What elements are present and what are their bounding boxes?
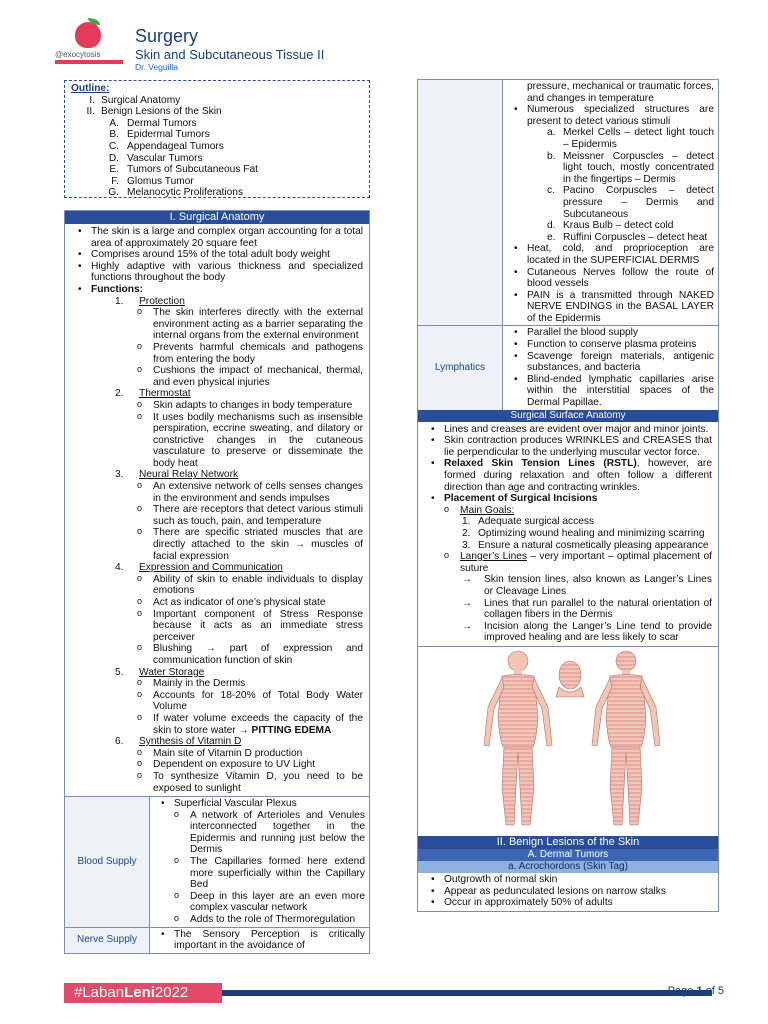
row-label-empty bbox=[418, 80, 502, 325]
list-item: o An extensive network of cells senses changes in the environment and sends impulses bbox=[137, 481, 363, 504]
outline-item-number: B. bbox=[109, 129, 119, 141]
outline-item-text: Benign Lesions of the Skin bbox=[101, 106, 222, 118]
receptor-item bbox=[527, 185, 714, 220]
outline-item-text: Epidermal Tumors bbox=[127, 129, 210, 141]
section-band: Surgical Surface Anatomy bbox=[418, 410, 718, 422]
outline-item-text: Vascular Tumors bbox=[127, 152, 203, 164]
receptor-letter: a. bbox=[547, 127, 556, 139]
function-number: 5. bbox=[115, 666, 124, 678]
list-item: • Outgrowth of normal skin bbox=[422, 874, 712, 886]
goal-item bbox=[442, 516, 712, 528]
lymphatics-row bbox=[418, 325, 718, 409]
back-body-figure bbox=[592, 651, 660, 825]
outline-item-number: F. bbox=[111, 175, 119, 187]
page-total: of 5 bbox=[702, 985, 724, 997]
row-content bbox=[149, 797, 369, 927]
subsubsection-band: a. Acrochordons (Skin Tag) bbox=[418, 861, 718, 873]
outline-list bbox=[71, 95, 363, 199]
receptor-letter: b. bbox=[547, 150, 556, 162]
outline-item-number: C. bbox=[108, 140, 119, 152]
list-item: o Important component of Stress Response because it acts as an immediate stress perceiver bbox=[137, 609, 363, 644]
list-item: o There are receptors that detect various stimuli such as touch, pain, and temperature bbox=[137, 504, 363, 527]
function-title: Expression and Communication bbox=[139, 562, 283, 574]
goals-list bbox=[442, 516, 712, 551]
section-band: II. Benign Lesions of the Skin bbox=[418, 836, 718, 849]
function-sublist bbox=[137, 481, 363, 562]
outline-box bbox=[64, 80, 370, 198]
goal-number: 3. bbox=[462, 539, 471, 551]
list-item: o Deep in this layer are an even more complex vascular network bbox=[174, 891, 365, 914]
function-item bbox=[91, 667, 363, 737]
goal-text: Optimizing wound healing and minimizing scarring bbox=[478, 527, 705, 539]
logo-bar bbox=[55, 60, 123, 64]
list-item: • Lines and creases are evident over major and minor joints. bbox=[422, 424, 712, 436]
outline-item-number: A. bbox=[109, 117, 119, 129]
receptor-letter: c. bbox=[547, 185, 555, 197]
hashtag-part: #Laban bbox=[74, 984, 125, 1001]
list-item: • Blind-ended lymphatic capillaries arise within the interstitial spaces of the Dermal Papillae. bbox=[505, 374, 714, 409]
list-item: • Comprises around 15% of the total adult body weight bbox=[69, 249, 363, 261]
row-content bbox=[502, 80, 718, 325]
receptor-letter: e. bbox=[547, 231, 556, 243]
function-title: Neural Relay Network bbox=[139, 469, 239, 481]
list-item: • Occur in approximately 50% of adults bbox=[422, 897, 712, 909]
outline-item-text: Dermal Tumors bbox=[127, 117, 197, 129]
list-item: • Highly adaptive with various thickness and specialized functions throughout the body bbox=[69, 261, 363, 284]
langer-list bbox=[460, 574, 712, 644]
function-number: 1. bbox=[115, 295, 124, 307]
outline-item bbox=[71, 176, 363, 188]
outline-item bbox=[71, 164, 363, 176]
list-item: • The Sensory Perception is critically important in the avoidance of bbox=[152, 929, 365, 952]
list-item: o It uses bodily mechanisms such as insensible perspiration, eccrine sweating, and dilatory or constrictive changes in the cutaneous vasculature to preserve or disseminate the body heat bbox=[137, 412, 363, 470]
list-item: o Skin adapts to changes in body temperature bbox=[137, 400, 363, 412]
exocytosis-logo bbox=[55, 20, 123, 80]
hashtag-part: 2022 bbox=[154, 984, 189, 1001]
outline-item bbox=[71, 95, 363, 107]
blood-sublist bbox=[174, 810, 365, 926]
list-item-text: Superficial Vascular Plexus bbox=[174, 798, 297, 810]
outline-item-text: Glomus Tumor bbox=[127, 175, 194, 187]
function-title: Protection bbox=[139, 295, 185, 307]
list-item: o Adds to the role of Thermoregulation bbox=[174, 914, 365, 926]
goal-number: 1. bbox=[462, 516, 471, 528]
function-sublist bbox=[137, 748, 363, 794]
list-item: • PAIN is a transmitted through NAKED NERVE ENDINGS in the BASAL LAYER of the Epidermis bbox=[505, 290, 714, 325]
list-item bbox=[422, 458, 712, 493]
list-item bbox=[422, 493, 712, 644]
langer-lines-figure bbox=[418, 646, 718, 836]
outline-item-text: Melanocytic Proliferations bbox=[127, 187, 244, 199]
list-item: → Incision along the Langer’s Line tend to provide improved healing and are less likely to scar bbox=[460, 621, 712, 644]
function-item bbox=[91, 296, 363, 389]
nerve-supply-row bbox=[65, 927, 369, 953]
hashtag-part-bold: Leni bbox=[124, 984, 155, 1001]
list-item: • The skin is a large and complex organ accounting for a total area of approximately 20 square feet bbox=[69, 226, 363, 249]
function-sublist bbox=[137, 678, 363, 736]
nerve-continued-text: pressure, mechanical or traumatic forces, and changes in temperature bbox=[527, 81, 714, 104]
function-item bbox=[91, 562, 363, 666]
row-content bbox=[149, 928, 369, 953]
function-sublist bbox=[137, 307, 363, 388]
list-item bbox=[69, 284, 363, 794]
outline-item bbox=[71, 153, 363, 165]
function-sublist bbox=[137, 400, 363, 470]
document-subtitle: Skin and Subcutaneous Tissue II bbox=[135, 47, 325, 62]
incisions-label: Placement of Surgical Incisions bbox=[444, 493, 598, 505]
list-item: o The Capillaries formed here extend more superficially within the Capillary Bed bbox=[174, 856, 365, 891]
list-item: o There are specific striated muscles that are directly attached to the skin → muscles of facial expression bbox=[137, 527, 363, 562]
benign-list bbox=[422, 874, 712, 909]
list-item: • Cutaneous Nerves follow the route of blood vessels bbox=[505, 267, 714, 290]
outline-item bbox=[71, 141, 363, 153]
list-item bbox=[152, 798, 365, 926]
pitting-edema-term: PITTING EDEMA bbox=[251, 724, 332, 736]
list-item: o Main site of Vitamin D production bbox=[137, 748, 363, 760]
goal-item bbox=[442, 540, 712, 552]
langer-lines-illustration bbox=[418, 647, 718, 837]
page-footer bbox=[64, 983, 726, 1003]
page-indicator bbox=[668, 986, 724, 998]
right-column bbox=[417, 79, 719, 912]
head-inset-figure bbox=[556, 661, 584, 697]
list-item: o Cushions the impact of mechanical, thermal, and even physical injuries bbox=[137, 365, 363, 388]
surface-content bbox=[418, 422, 718, 646]
footer-bar bbox=[222, 990, 712, 996]
list-item: o Accounts for 18-20% of Total Body Water Volume bbox=[137, 690, 363, 713]
outline-item-number: G. bbox=[108, 187, 119, 199]
list-item: • Appear as pedunculated lesions on narrow stalks bbox=[422, 886, 712, 898]
list-item: • Function to conserve plasma proteins bbox=[505, 339, 714, 351]
outline-item-number: I. bbox=[89, 94, 95, 106]
langer-title: Langer’s Lines bbox=[460, 551, 527, 563]
list-item: o The skin interferes directly with the external environment acting as a barrier separating the internal organs from the external environment bbox=[137, 307, 363, 342]
receptor-item bbox=[527, 232, 714, 244]
row-content bbox=[502, 326, 718, 409]
outline-item-text: Appendageal Tumors bbox=[127, 140, 224, 152]
functions-label: Functions: bbox=[91, 283, 144, 295]
list-item: o Dependent on exposure to UV Light bbox=[137, 759, 363, 771]
document-author: Dr. Veguilla bbox=[135, 62, 178, 72]
blood-supply-row bbox=[65, 796, 369, 927]
list-item: → Lines that run parallel to the natural orientation of collagen fibers in the Dermis bbox=[460, 598, 712, 621]
list-item: • Heat, cold, and proprioception are located in the SUPERFICIAL DERMIS bbox=[505, 243, 714, 266]
outline-item-number: II. bbox=[86, 106, 95, 118]
list-item: o A network of Arterioles and Venules interconnected together in the Epidermis and running just below the Dermis bbox=[174, 810, 365, 856]
outline-item-number: E. bbox=[109, 164, 119, 176]
subsection-band: A. Dermal Tumors bbox=[418, 849, 718, 861]
anatomy-section bbox=[64, 210, 370, 954]
campaign-hashtag bbox=[64, 983, 222, 1003]
lymph-list bbox=[505, 327, 714, 408]
benign-content bbox=[418, 873, 718, 911]
list-item: • Skin contraction produces WRINKLES and CREASES that lie perpendicular to the underlying muscular vector force. bbox=[422, 435, 712, 458]
list-item: o Ability of skin to enable individuals to display emotions bbox=[137, 574, 363, 597]
receptor-text: Ruffini Corpuscles – detect heat bbox=[563, 231, 708, 243]
page-header bbox=[55, 20, 355, 80]
receptor-text: Meissner Corpuscles – detect light touch, mostly concentrated in the fingertips – Dermis bbox=[563, 150, 714, 185]
function-item bbox=[91, 736, 363, 794]
list-item: o Mainly in the Dermis bbox=[137, 678, 363, 690]
receptor-item bbox=[527, 151, 714, 186]
list-item bbox=[505, 104, 714, 243]
receptor-item bbox=[527, 220, 714, 232]
goal-text: Ensure a natural cosmetically pleasing appearance bbox=[478, 539, 709, 551]
document-title: Surgery bbox=[135, 26, 199, 46]
list-item: o To synthesize Vitamin D, you need to be exposed to sunlight bbox=[137, 771, 363, 794]
function-number: 3. bbox=[115, 469, 124, 481]
list-item: • Scavenge foreign materials, antigenic substances, and bacteria bbox=[505, 351, 714, 374]
outline-item-text: Tumors of Subcutaneous Fat bbox=[127, 164, 258, 176]
page-number: 1 bbox=[696, 985, 703, 997]
list-item-text: – very important – optimal placement of suture bbox=[460, 551, 712, 574]
left-column bbox=[64, 210, 370, 954]
receptor-item bbox=[527, 127, 714, 150]
goals-title: Main Goals: bbox=[460, 504, 515, 516]
function-item bbox=[91, 388, 363, 469]
list-item: → Skin tension lines, also known as Langer’s Lines or Cleavage Lines bbox=[460, 574, 712, 597]
outline-item bbox=[71, 118, 363, 130]
logo-text: @exocytosis bbox=[55, 50, 101, 59]
function-number: 4. bbox=[115, 562, 124, 574]
apple-icon bbox=[75, 22, 101, 48]
receptor-list bbox=[527, 127, 714, 243]
goal-text: Adequate surgical access bbox=[478, 516, 595, 528]
outline-item-text: Surgical Anatomy bbox=[101, 94, 181, 106]
list-item-text: , however, are formed during relaxation and often follow a different direction than age and contracting wrinkles. bbox=[444, 458, 712, 493]
outline-item bbox=[71, 129, 363, 141]
list-item bbox=[444, 551, 712, 644]
goal-item bbox=[442, 528, 712, 540]
outline-item bbox=[71, 187, 363, 199]
anatomy-content bbox=[65, 224, 369, 796]
list-item bbox=[137, 713, 363, 736]
function-number: 2. bbox=[115, 388, 124, 400]
function-sublist bbox=[137, 574, 363, 667]
function-title: Synthesis of Vitamin D bbox=[139, 736, 242, 748]
list-item-text: If water volume exceeds the capacity of the skin to store water → bbox=[153, 712, 363, 736]
list-item: o Blushing → part of expression and communication function of skin bbox=[137, 643, 363, 666]
function-title: Thermostat bbox=[139, 388, 191, 400]
outline-item bbox=[71, 106, 363, 118]
front-body-figure bbox=[484, 651, 552, 825]
goal-number: 2. bbox=[462, 527, 471, 539]
nerve-supply-continued-row bbox=[418, 80, 718, 325]
functions-list bbox=[91, 296, 363, 795]
list-item bbox=[444, 505, 712, 551]
page-label: Page bbox=[667, 985, 697, 997]
receptor-letter: d. bbox=[547, 220, 556, 232]
receptor-text: Kraus Bulb – detect cold bbox=[563, 220, 674, 232]
row-label: Blood Supply bbox=[65, 797, 149, 927]
right-box bbox=[417, 79, 719, 912]
section-band: I. Surgical Anatomy bbox=[65, 211, 369, 224]
function-number: 6. bbox=[115, 736, 124, 748]
list-item: o Act as indicator of one’s physical state bbox=[137, 597, 363, 609]
row-label: Nerve Supply bbox=[65, 928, 149, 953]
list-item: • Parallel the blood supply bbox=[505, 327, 714, 339]
function-item bbox=[91, 469, 363, 562]
list-item-text: Numerous specialized structures are present to detect various stimuli bbox=[527, 104, 714, 127]
outline-item-number: D. bbox=[108, 152, 119, 164]
function-title: Water Storage bbox=[139, 666, 205, 678]
receptor-text: Merkel Cells – detect light touch – Epidermis bbox=[563, 127, 714, 150]
list-item: o Prevents harmful chemicals and pathogens from entering the body bbox=[137, 342, 363, 365]
rstl-term: Relaxed Skin Tension Lines (RSTL) bbox=[444, 458, 637, 470]
receptor-text: Pacino Corpuscles – detect pressure – Dermis and Subcutaneous bbox=[563, 185, 714, 220]
row-label: Lymphatics bbox=[418, 326, 502, 409]
outline-title: Outline: bbox=[71, 83, 110, 94]
